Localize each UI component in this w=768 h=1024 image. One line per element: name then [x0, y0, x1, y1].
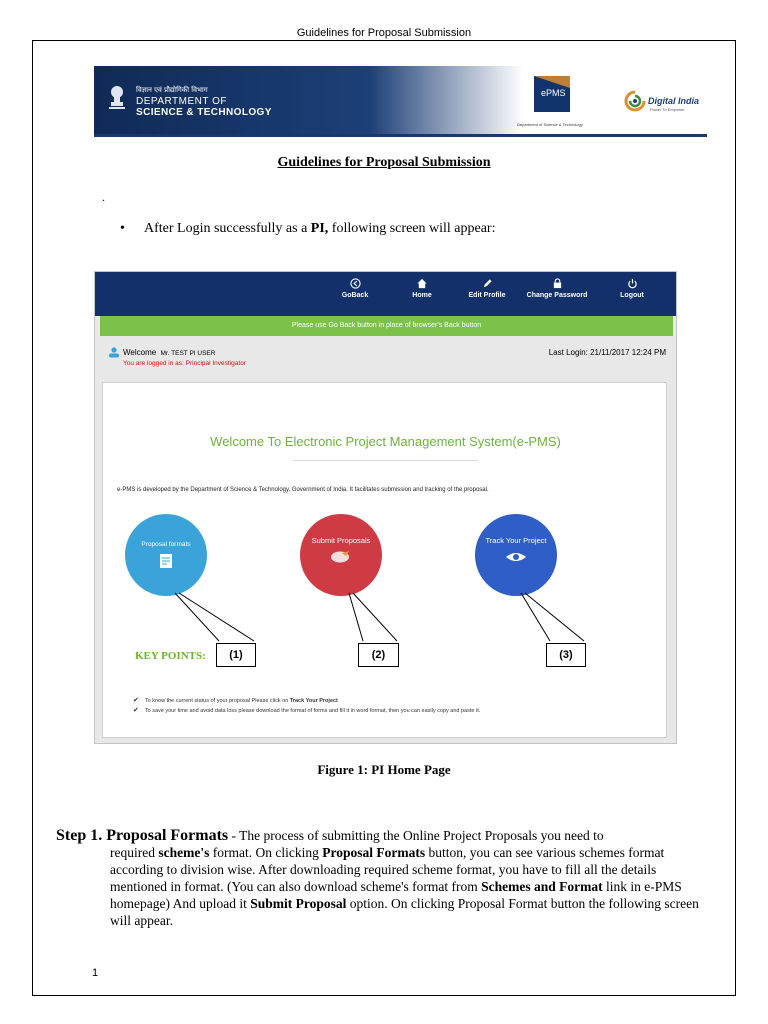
welcome-line [123, 348, 215, 357]
step1-text-3: format. On clicking [209, 845, 323, 860]
step1-heading: Step 1. Proposal Formats [56, 827, 229, 844]
nav-change-password-label: Change Password [526, 292, 588, 299]
epms-caption: Department of Science & Technology [517, 122, 583, 127]
dept-name-hindi: विज्ञान एवं प्रौद्योगिकी विभाग [136, 86, 208, 94]
checkmark-icon: ✔ [133, 707, 139, 714]
running-header: Guidelines for Proposal Submission [296, 27, 472, 39]
tip-item [133, 706, 480, 714]
dept-name-line1: DEPARTMENT OF [136, 96, 227, 107]
panel-description: e-PMS is developed by the Department of Science & Technology, Government of India. It facilitates submission and tracking of the proposal. [117, 487, 489, 493]
dst-banner [94, 66, 707, 137]
nav-change-password-button[interactable] [522, 278, 592, 299]
submit-proposals-label: Submit Proposals [311, 536, 371, 545]
pi-home-screenshot [94, 271, 677, 744]
pencil-icon [482, 278, 493, 289]
intro-text-after: following screen will appear: [328, 221, 496, 236]
nav-edit-profile-button[interactable] [452, 278, 522, 299]
nav-home-button[interactable] [387, 278, 457, 299]
go-back-notice: Please use Go Back button in place of browser's Back button [100, 316, 673, 336]
epms-logo-text: ePMS [541, 88, 566, 98]
epms-logo-accent [534, 76, 570, 88]
top-nav-bar [95, 272, 677, 316]
step1-body [56, 844, 716, 929]
step1-text-4: button, you can see various schemes format according to division wise. After downloading required scheme format, you have to fill all the details mentioned in format. (You can also download scheme's format from [110, 845, 665, 894]
callout-box-1: (1) [216, 643, 256, 667]
step1-paragraph [56, 827, 716, 929]
step1-bold-proposal-formats: Proposal Formats [322, 845, 426, 860]
tip-bold-link: Track Your Project [289, 698, 338, 704]
key-points-label: KEY POINTS: [135, 650, 206, 662]
step1-bold-submit-proposal: Submit Proposal [250, 896, 347, 911]
intro-text-before: After Login successfully as a [144, 221, 311, 236]
track-your-project-label: Track Your Project [485, 536, 547, 545]
figure-caption: Figure 1: PI Home Page [317, 762, 451, 777]
welcome-username: Mr. TEST PI USER [160, 350, 216, 357]
back-arrow-icon [350, 278, 361, 289]
nav-logout-button[interactable] [597, 278, 667, 299]
nav-home-label: Home [412, 292, 432, 299]
last-login-timestamp: Last Login: 21/11/2017 12:24 PM [548, 348, 666, 357]
nav-goback-label: GoBack [341, 292, 369, 299]
callout-box-2: (2) [358, 643, 399, 667]
panel-title: Welcome To Electronic Project Management System(e-PMS) [210, 434, 561, 449]
intro-text-bold: PI, [310, 221, 329, 236]
step1-text-6: option. On clicking Proposal Format button the following screen will appear. [110, 896, 699, 928]
dept-name-line2: SCIENCE & TECHNOLOGY [136, 107, 272, 118]
step1-text-2: required [110, 845, 159, 860]
tip-text: To save your time and avoid data loss please download the format of forms and fill it in word format, then you can easily copy and paste it. [144, 708, 481, 714]
user-avatar-icon [108, 347, 120, 358]
step1-bold-schemes-and-format: Schemes and Format [481, 879, 603, 894]
page-number: 1 [92, 967, 99, 979]
national-emblem-icon [106, 80, 128, 114]
intro-bullet [120, 221, 495, 237]
step1-bold-schemes: scheme's [158, 845, 210, 860]
welcome-label: Welcome [123, 348, 157, 357]
lock-icon [552, 278, 563, 289]
power-icon [627, 278, 638, 289]
digital-india-tagline: Power To Empower [650, 107, 685, 112]
callout-pointer-lines [103, 383, 668, 739]
proposal-formats-label: Proposal formats [141, 541, 191, 548]
step1-text-1: - The process of submitting the Online Project Proposals you need to [228, 828, 604, 843]
checkmark-icon: ✔ [133, 697, 139, 704]
digital-india-icon [624, 90, 646, 112]
tip-item [133, 696, 338, 704]
document-title: Guidelines for Proposal Submission [277, 155, 491, 170]
step1-text-5: link in e-PMS homepage) And upload it [110, 879, 682, 911]
tip-text: To know the current status of your proposal Please click on [144, 698, 290, 704]
nav-logout-label: Logout [620, 292, 644, 299]
logged-in-role: You are logged in as: Principal Investigator [123, 360, 246, 367]
stray-mark: . [102, 190, 105, 204]
welcome-panel [102, 382, 667, 738]
digital-india-title: Digital India [648, 96, 700, 106]
callout-box-3: (3) [546, 643, 586, 667]
nav-goback-button[interactable] [320, 278, 390, 299]
home-icon [416, 278, 428, 289]
nav-edit-profile-label: Edit Profile [468, 292, 506, 299]
bullet-dot-icon: • [120, 221, 125, 236]
